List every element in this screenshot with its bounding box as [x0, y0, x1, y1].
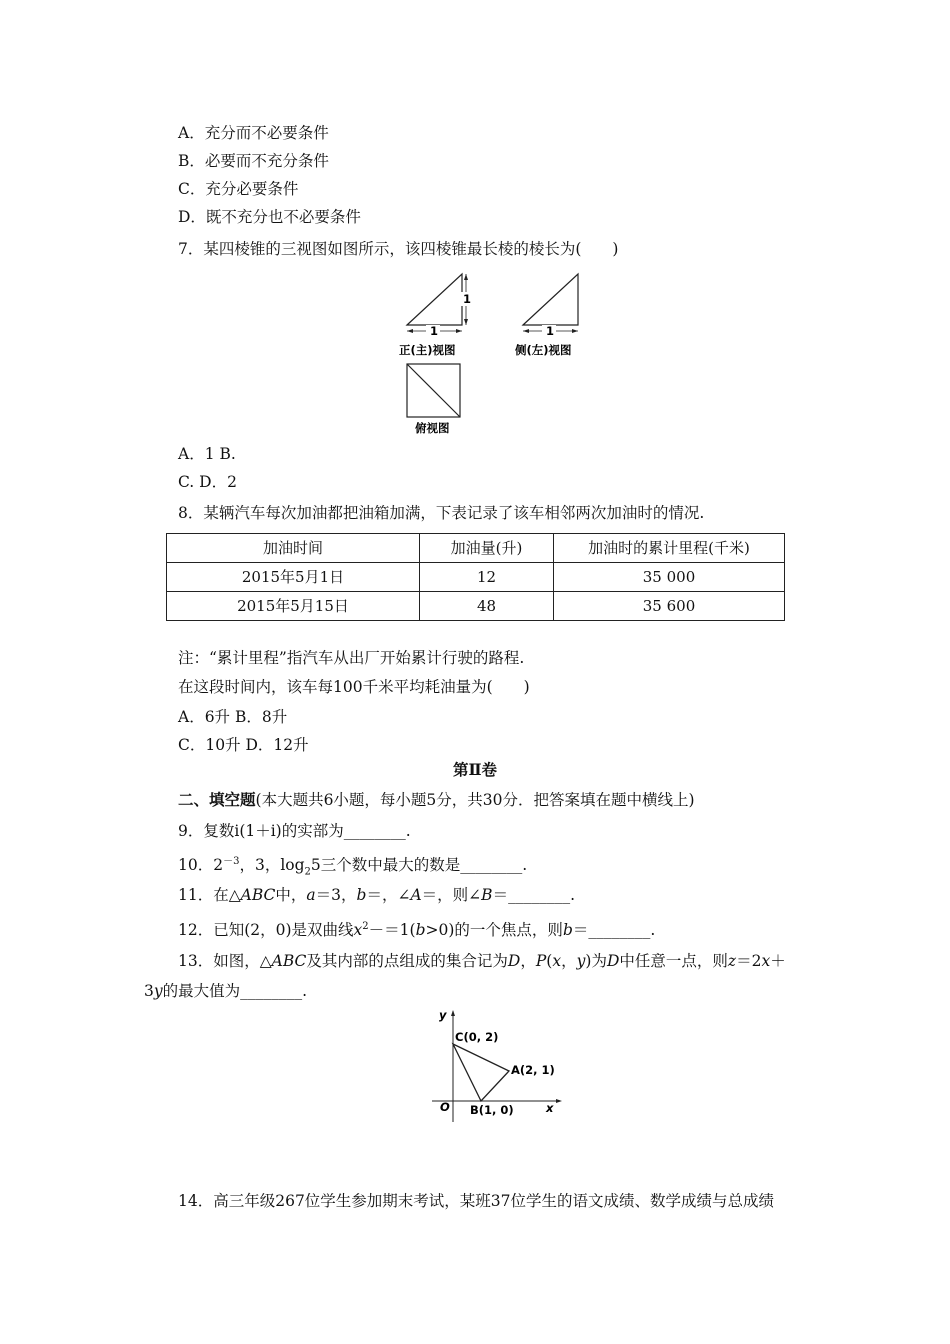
origin-label: O	[440, 1100, 450, 1114]
q13-p6: )为	[585, 952, 607, 970]
q8-stem: 8．某辆汽车每次加油都把油箱加满，下表记录了该车相邻两次加油时的情况.	[178, 504, 705, 522]
q13-D: D	[507, 952, 521, 970]
q13-p2: 及其内部的点组成的集合记为	[306, 952, 508, 970]
q13-line2-y: y	[153, 982, 163, 1000]
q13-abc: ABC	[271, 952, 307, 970]
section-heading-line	[178, 790, 695, 810]
q11-p1: 11．在△	[178, 886, 241, 904]
section-heading-rest: (本大题共6小题，每小题5分，共30分．把答案填在题中横线上)	[255, 791, 695, 809]
table-header: 加油时的累计里程(千米)	[554, 534, 785, 563]
top-view-square	[407, 364, 460, 417]
y-axis-label: y	[439, 1008, 447, 1022]
q7-options-ab: A．1 B.	[178, 445, 236, 463]
q11-abc: ABC	[240, 886, 276, 904]
point-c-label: C(0, 2)	[455, 1030, 499, 1044]
q6-option-b: B．必要而不充分条件	[178, 152, 329, 170]
three-view-figure	[390, 268, 600, 438]
q13-D2: D	[606, 952, 620, 970]
table-header: 加油时间	[167, 534, 420, 563]
q12-p3: >0)的一个焦点，则	[425, 921, 563, 940]
q11-p4: ＝，∠	[366, 886, 411, 904]
coordinate-figure	[420, 1008, 570, 1126]
side-dim-label: 1	[546, 324, 555, 338]
section-heading: 二、填空题	[178, 790, 256, 809]
table-cell: 2015年5月15日	[167, 592, 420, 621]
q13-p3: ，	[520, 952, 536, 970]
x-axis-arrow	[556, 1099, 562, 1103]
x-axis-label: x	[546, 1101, 554, 1115]
table-row	[167, 592, 785, 621]
front-dim-label: 1	[430, 324, 439, 338]
q13-x2: x	[761, 952, 771, 970]
q10-mid: ，3，log	[239, 856, 305, 875]
table-header: 加油量(升)	[420, 534, 554, 563]
q11-p6: ＝________.	[492, 886, 575, 904]
q11-A: A	[410, 886, 422, 904]
point-b-label: B(1, 0)	[470, 1103, 514, 1117]
q11-p2: 中，	[275, 886, 307, 904]
q7-options-cd: C. D．2	[178, 473, 237, 491]
q6-option-d: D．既不充分也不必要条件	[178, 208, 361, 226]
q11-p3: ＝3，	[315, 886, 357, 904]
table-cell: 35 600	[554, 592, 785, 621]
q13-y: y	[576, 952, 586, 970]
q10-sup: －3	[223, 856, 240, 867]
q13-line2	[144, 981, 307, 1001]
q8-options-cd: C．10升 D．12升	[178, 736, 309, 754]
q13-z: z	[727, 952, 737, 970]
q11-b: b	[356, 886, 367, 904]
q11-a: a	[306, 886, 316, 904]
q13-p8: ＝2	[736, 952, 762, 970]
section-title: 第Ⅱ卷	[452, 760, 498, 779]
q14: 14．高三年级267位学生参加期末考试，某班37位学生的语文成绩、数学成绩与总成绩	[178, 1192, 775, 1210]
q11-p5: ＝，则∠	[421, 886, 482, 904]
q13-p5: ，	[561, 952, 577, 970]
q13-p7: 中任意一点，则	[619, 952, 728, 970]
q13-p9: ＋	[770, 952, 786, 970]
q6-option-c: C．充分必要条件	[178, 180, 299, 198]
q9: 9．复数i(1＋i)的实部为________.	[178, 822, 411, 840]
q10-post: 5三个数中最大的数是________.	[310, 856, 528, 875]
q7-stem: 7．某四棱锥的三视图如图所示，该四棱锥最长棱的棱长为( )	[178, 240, 619, 258]
q8-options-ab: A．6升 B．8升	[178, 708, 288, 726]
q12-p1: 12．已知(2，0)是双曲线	[178, 921, 354, 940]
q13-p1: 13．如图，△	[178, 952, 272, 970]
side-view-label: 侧(左)视图	[515, 343, 572, 357]
q13-line1	[178, 951, 786, 971]
table-header-row	[167, 534, 785, 563]
top-view-label: 俯视图	[415, 421, 450, 435]
q10-sub: 2	[304, 866, 311, 878]
q10	[178, 852, 527, 882]
point-a-label: A(2, 1)	[511, 1063, 555, 1077]
table-cell: 2015年5月1日	[167, 563, 420, 592]
q13-line2-a: 3	[144, 982, 154, 1000]
q10-pre: 10．2	[178, 856, 224, 875]
q13-x: x	[552, 952, 562, 970]
q12-x: x	[353, 921, 363, 940]
front-vdim-label: 1	[463, 292, 472, 306]
table-cell: 35 000	[554, 563, 785, 592]
q12-b2: b	[562, 921, 573, 940]
y-axis-arrow	[451, 1010, 455, 1016]
q6-option-a: A．充分而不必要条件	[178, 124, 329, 142]
table-row	[167, 563, 785, 592]
q11-B: B	[481, 886, 493, 904]
q8-note: 注：“累计里程”指汽车从出厂开始累计行驶的路程.	[178, 649, 525, 667]
q12-p2: －＝1(	[368, 921, 416, 940]
table-cell: 48	[420, 592, 554, 621]
front-view-label: 正(主)视图	[399, 343, 456, 357]
q12-b1: b	[415, 921, 426, 940]
q12-p4: ＝________.	[572, 921, 656, 940]
q13-line2-b: 的最大值为________.	[162, 982, 308, 1000]
q12-sup: 2	[362, 921, 369, 932]
q8-question: 在这段时间内，该车每100千米平均耗油量为( )	[178, 678, 530, 696]
table-cell: 12	[420, 563, 554, 592]
triangle-abc	[453, 1044, 509, 1101]
q11	[178, 885, 575, 905]
fuel-table	[166, 533, 785, 621]
q13-p4: (	[546, 952, 553, 970]
q13-P: P	[535, 952, 547, 970]
q12	[178, 917, 655, 940]
